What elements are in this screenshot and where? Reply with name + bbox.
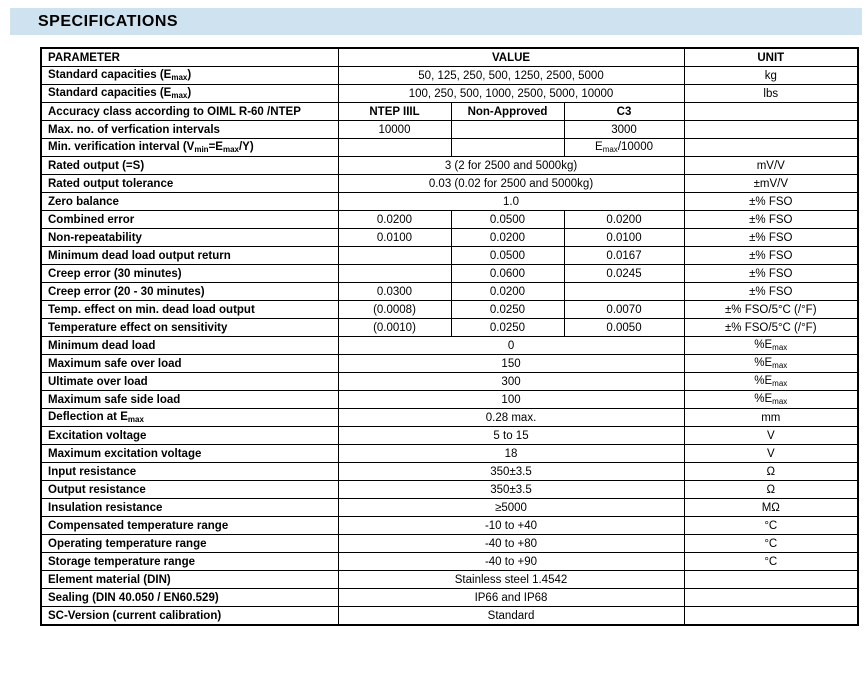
value-cell: V [684,445,858,463]
value-cell: 3000 [564,121,684,139]
parameter-cell: Standard capacities $(E_{max})$ [41,85,338,103]
parameter-cell: Maximum excitation voltage [41,445,338,463]
value-cell: Stainless steel 1.4542 [338,571,684,589]
parameter-cell: Ultimate over load [41,373,338,391]
value-cell [451,139,564,157]
parameter-cell: Minimum dead load [41,337,338,355]
parameter-cell: Standard capacities $(E_{max})$ [41,67,338,85]
table-row [41,481,858,499]
value-cell: $\%E_{max}$ [684,391,858,409]
value-cell [684,607,858,626]
value-cell: ±% FSO/5°C (/°F) [684,319,858,337]
parameter-cell: Insulation resistance [41,499,338,517]
value-cell: 0.0245 [564,265,684,283]
value-cell: IP66 and IP68 [338,589,684,607]
parameter-cell: Sealing (DIN 40.050 / EN60.529) [41,589,338,607]
value-cell [451,121,564,139]
value-cell: Ω [684,481,858,499]
table-row [41,265,858,283]
value-cell: °C [684,517,858,535]
parameter-cell: Non-repeatability [41,229,338,247]
parameter-cell: Creep error (30 minutes) [41,265,338,283]
value-cell: $\%E_{max}$ [684,337,858,355]
value-cell: 0.0200 [338,211,451,229]
header-cell: PARAMETER [41,48,338,67]
table-row [41,391,858,409]
parameter-cell: Input resistance [41,463,338,481]
value-cell: ±% FSO [684,193,858,211]
value-cell: 300 [338,373,684,391]
table-row [41,247,858,265]
table-row [41,499,858,517]
table-row [41,589,858,607]
table-row [41,193,858,211]
table-row [41,337,858,355]
value-cell: Non-Approved [451,103,564,121]
parameter-cell: Min. verification interval $(V_{min}=E_{max}/Y)$ [41,139,338,157]
value-cell: 0.0167 [564,247,684,265]
value-cell: ±mV/V [684,175,858,193]
table-row [41,319,858,337]
value-cell: ±% FSO [684,211,858,229]
parameter-cell: Output resistance [41,481,338,499]
value-cell: 0.0100 [564,229,684,247]
value-cell: $E_{max}/10000$ [564,139,684,157]
value-cell: 18 [338,445,684,463]
table-row [41,103,858,121]
value-cell [684,139,858,157]
table-row [41,121,858,139]
parameter-cell: Accuracy class according to OIML R-60 /NTEP [41,103,338,121]
value-cell: ±% FSO/5°C (/°F) [684,301,858,319]
value-cell: ±% FSO [684,229,858,247]
value-cell: NTEP IIIL [338,103,451,121]
value-cell: 100, 250, 500, 1000, 2500, 5000, 10000 [338,85,684,103]
table-row [41,85,858,103]
value-cell: ±% FSO [684,247,858,265]
section-header-band [10,8,862,35]
parameter-cell: Creep error (20 - 30 minutes) [41,283,338,301]
parameter-cell: Max. no. of verfication intervals [41,121,338,139]
value-cell [684,103,858,121]
table-row [41,283,858,301]
specifications-table-body [41,48,858,625]
value-cell [338,265,451,283]
parameter-cell: Temperature effect on sensitivity [41,319,338,337]
value-cell: 10000 [338,121,451,139]
value-cell: 100 [338,391,684,409]
value-cell: 0.0050 [564,319,684,337]
value-cell: 1.0 [338,193,684,211]
table-row [41,139,858,157]
value-cell: MΩ [684,499,858,517]
header-cell: UNIT [684,48,858,67]
table-row [41,553,858,571]
value-cell: 0.03 (0.02 for 2500 and 5000kg) [338,175,684,193]
value-cell: 0.0200 [451,283,564,301]
parameter-cell: SC-Version (current calibration) [41,607,338,626]
table-row [41,427,858,445]
value-cell [684,589,858,607]
value-cell: °C [684,535,858,553]
value-cell: 0.0070 [564,301,684,319]
value-cell: lbs [684,85,858,103]
value-cell: mV/V [684,157,858,175]
table-row [41,67,858,85]
parameter-cell: Combined error [41,211,338,229]
value-cell: mm [684,409,858,427]
table-row [41,301,858,319]
value-cell: 0.0500 [451,247,564,265]
specifications-table [40,47,859,626]
value-cell: V [684,427,858,445]
value-cell [684,121,858,139]
parameter-cell: Rated output (=S) [41,157,338,175]
table-row [41,409,858,427]
parameter-cell: Excitation voltage [41,427,338,445]
parameter-cell: Element material (DIN) [41,571,338,589]
value-cell: (0.0010) [338,319,451,337]
table-row [41,571,858,589]
value-cell: 0.0300 [338,283,451,301]
value-cell: ≥5000 [338,499,684,517]
table-row [41,175,858,193]
value-cell: ±% FSO [684,283,858,301]
value-cell [684,571,858,589]
parameter-cell: Temp. effect on min. dead load output [41,301,338,319]
parameter-cell: Deflection at $E_{max}$ [41,409,338,427]
value-cell: 50, 125, 250, 500, 1250, 2500, 5000 [338,67,684,85]
value-cell [338,139,451,157]
value-cell: 350±3.5 [338,463,684,481]
value-cell: (0.0008) [338,301,451,319]
table-row [41,445,858,463]
table-row [41,373,858,391]
parameter-cell: Zero balance [41,193,338,211]
page-title: SPECIFICATIONS [38,12,179,30]
value-cell: 0.0250 [451,301,564,319]
value-cell: 5 to 15 [338,427,684,445]
value-cell: 0.0200 [564,211,684,229]
value-cell: kg [684,67,858,85]
value-cell: ±% FSO [684,265,858,283]
parameter-cell: Minimum dead load output return [41,247,338,265]
table-row [41,463,858,481]
value-cell: Ω [684,463,858,481]
parameter-cell: Maximum safe side load [41,391,338,409]
value-cell: °C [684,553,858,571]
value-cell: 150 [338,355,684,373]
value-cell: 0.0100 [338,229,451,247]
table-row [41,535,858,553]
value-cell: -40 to +80 [338,535,684,553]
parameter-cell: Storage temperature range [41,553,338,571]
parameter-cell: Operating temperature range [41,535,338,553]
value-cell: 0.0500 [451,211,564,229]
value-cell: 0 [338,337,684,355]
value-cell: Standard [338,607,684,626]
value-cell: 350±3.5 [338,481,684,499]
table-header-row [41,48,858,67]
parameter-cell: Maximum safe over load [41,355,338,373]
value-cell: $\%E_{max}$ [684,355,858,373]
value-cell: -10 to +40 [338,517,684,535]
parameter-cell: Rated output tolerance [41,175,338,193]
value-cell: 0.0250 [451,319,564,337]
value-cell: 0.0600 [451,265,564,283]
value-cell: -40 to +90 [338,553,684,571]
parameter-cell: Compensated temperature range [41,517,338,535]
table-row [41,211,858,229]
table-row [41,355,858,373]
table-row [41,229,858,247]
value-cell [564,283,684,301]
table-row [41,607,858,626]
value-cell: 3 (2 for 2500 and 5000kg) [338,157,684,175]
value-cell [338,247,451,265]
value-cell: $\%E_{max}$ [684,373,858,391]
table-row [41,517,858,535]
header-cell: VALUE [338,48,684,67]
value-cell: 0.0200 [451,229,564,247]
table-row [41,157,858,175]
value-cell: C3 [564,103,684,121]
value-cell: 0.28 max. [338,409,684,427]
